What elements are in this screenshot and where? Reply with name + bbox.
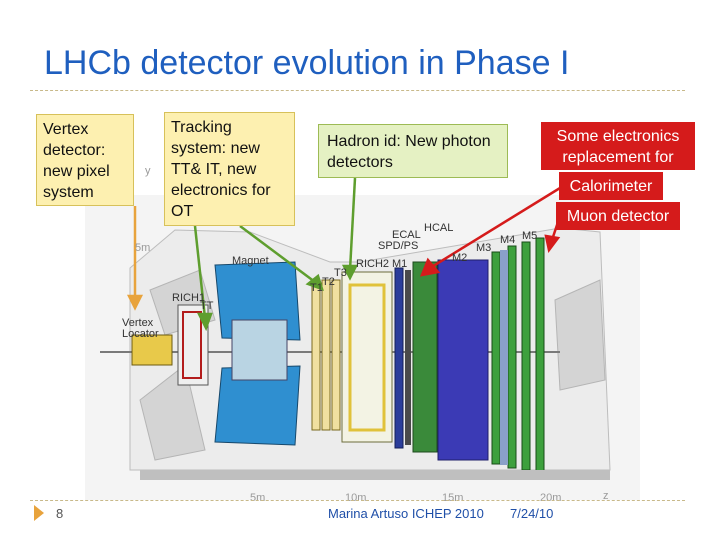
tracking-station-t3 [332,280,340,430]
label-ecal: ECAL [392,229,421,241]
label-hcal: HCAL [424,222,454,234]
label-x-15m: 15m [442,492,464,504]
label-m3: M3 [476,242,492,254]
muon-m1 [395,268,403,448]
magnet-center [232,320,287,380]
muon-detector-callout: Muon detector [556,202,680,230]
label-tt: TT [200,300,214,312]
muon-m4 [522,242,530,470]
label-t1: T1 [310,282,323,294]
muon-m5 [536,238,544,472]
tracking-station-t2 [322,280,330,430]
label-magnet: Magnet [232,255,269,267]
label-vertex-locator: Vertex Locator [122,317,159,340]
label-m2: M2 [452,252,468,264]
muon-m3 [508,246,516,468]
footer-divider [30,500,685,501]
hcal [438,260,488,460]
muon-m2 [492,252,500,464]
label-x-5m: 5m [250,492,266,504]
footer-author: Marina Artuso ICHEP 2010 [328,506,484,521]
slide-number: 8 [56,506,64,521]
label-y-5m: 5m [135,242,151,254]
tracking-station-t1 [312,280,320,430]
page-title: LHCb detector evolution in Phase I [44,44,570,82]
calorimeter-callout: Calorimeter [559,172,663,200]
label-m5: M5 [522,230,538,242]
spd-ps [405,270,411,445]
label-m4: M4 [500,234,516,246]
label-t2: T2 [322,276,335,288]
label-rich2: RICH2 [356,258,390,270]
ecal [413,262,437,452]
label-t3: T3 [334,267,347,279]
label-x-10m: 10m [345,492,367,504]
hadron-id-callout: Hadron id: New photon detectors [318,124,508,178]
footer-date: 7/24/10 [510,506,554,521]
iron-filters [500,250,508,465]
label-y-axis: y [145,165,151,177]
label-z-axis: z [603,490,609,502]
label-m1: M1 [392,258,408,270]
ground-rails [140,470,610,480]
electronics-callout: Some electronics replacement for [541,122,695,170]
label-x-20m: 20m [540,492,562,504]
label-rich1: RICH1 [172,292,206,304]
tracking-callout: Tracking system: new TT& IT, new electronics for OT [164,112,295,226]
label-spd-ps: SPD/PS [378,240,419,252]
vertex-callout: Vertex detector: new pixel system [36,114,134,206]
